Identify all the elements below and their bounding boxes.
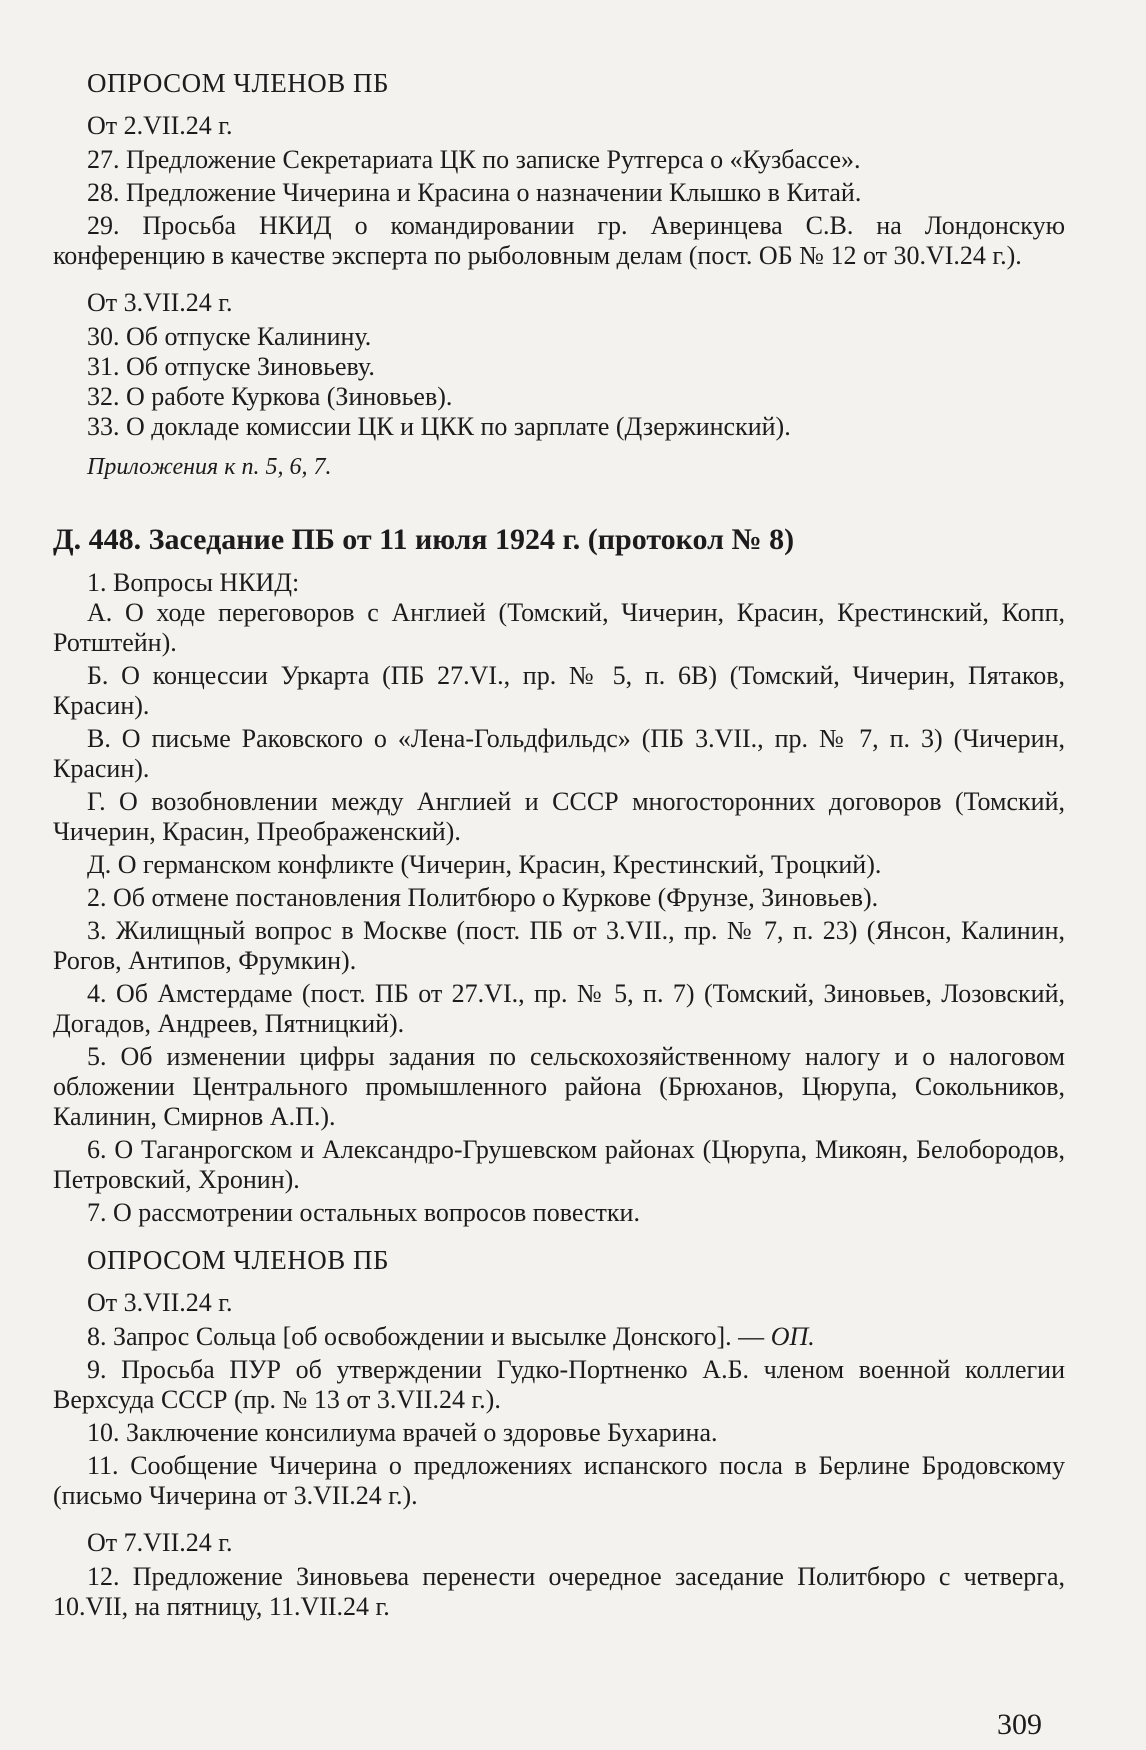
- agenda-item: 12. Предложение Зиновьева перенести очередное заседание Политбюро с четверга, 10.VII, на пятницу, 11.VII.24 г.: [53, 1562, 1065, 1621]
- document-heading: Д. 448. Заседание ПБ от 11 июля 1924 г. (протокол № 8): [53, 523, 795, 556]
- agenda-item: 28. Предложение Чичерина и Красина о назначении Клышко в Китай.: [87, 178, 862, 207]
- agenda-item: 2. Об отмене постановления Политбюро о Куркове (Фрунзе, Зиновьев).: [87, 883, 879, 912]
- agenda-subitem: В. О письме Раковского о «Лена-Гольдфильдс» (ПБ 3.VII., пр. № 7, п. 3) (Чичерин, Красин).: [53, 724, 1065, 783]
- agenda-item: 31. Об отпуске Зиновьеву.: [87, 352, 375, 381]
- agenda-subitem: Д. О германском конфликте (Чичерин, Красин, Крестинский, Троцкий).: [87, 850, 882, 879]
- date-line: От 3.VII.24 г.: [87, 288, 233, 317]
- agenda-item: 11. Сообщение Чичерина о предложениях испанского посла в Берлине Бродовскому (письмо Чичерина от 3.VII.24 г.).: [53, 1451, 1065, 1510]
- page-number: 309: [997, 1708, 1042, 1741]
- agenda-item: 9. Просьба ПУР об утверждении Гудко-Портненко А.Б. членом военной коллегии Верхсуда СССР (пр. № 13 от 3.VII.24 г.).: [53, 1355, 1065, 1414]
- item-8-mark: ОП.: [770, 1322, 815, 1351]
- date-line: От 2.VII.24 г.: [87, 111, 233, 140]
- agenda-item: 30. Об отпуске Калинину.: [87, 322, 372, 351]
- agenda-item: 29. Просьба НКИД о командировании гр. Аверинцева С.В. на Лондонскую конференцию в качестве эксперта по рыболовным делам (пост. ОБ № 12 от 30.VI.24 г.).: [53, 211, 1065, 270]
- agenda-item: [53, 1322, 1065, 1352]
- agenda-item: 5. Об изменении цифры задания по сельскохозяйственному налогу и о налоговом обложении Центрального промышленного района (Брюханов, Цюрупа, Сокольников, Калинин, Смирнов А.П.).: [53, 1042, 1065, 1131]
- agenda-item: 6. О Таганрогском и Александро-Грушевском районах (Цюрупа, Микоян, Белобородов, Петровский, Хронин).: [53, 1135, 1065, 1194]
- agenda-item: 27. Предложение Секретариата ЦК по записке Рутгерса о «Кузбассе».: [87, 145, 861, 174]
- agenda-item: 4. Об Амстердаме (пост. ПБ от 27.VI., пр. № 5, п. 7) (Томский, Зиновьев, Лозовский, Догадов, Андреев, Пятницкий).: [53, 979, 1065, 1038]
- appendix-note: Приложения к п. 5, 6, 7.: [87, 454, 332, 480]
- date-line: От 7.VII.24 г.: [87, 1528, 233, 1557]
- agenda-item: 7. О рассмотрении остальных вопросов повестки.: [87, 1198, 640, 1227]
- agenda-item: 3. Жилищный вопрос в Москве (пост. ПБ от 3.VII., пр. № 7, п. 23) (Янсон, Калинин, Рогов, Антипов, Фрумкин).: [53, 916, 1065, 975]
- section-caps-heading: ОПРОСОМ ЧЛЕНОВ ПБ: [87, 1245, 390, 1275]
- section-caps-heading: ОПРОСОМ ЧЛЕНОВ ПБ: [87, 68, 390, 98]
- text-column: [53, 68, 1065, 1622]
- item-8-text: 8. Запрос Сольца [об освобождении и высылке Донского]. —: [87, 1322, 771, 1351]
- agenda-item: 10. Заключение консилиума врачей о здоровье Бухарина.: [87, 1418, 718, 1447]
- agenda-item: 32. О работе Куркова (Зиновьев).: [87, 382, 453, 411]
- agenda-subitem: Б. О концессии Уркарта (ПБ 27.VI., пр. № 5, п. 6В) (Томский, Чичерин, Пятаков, Красин).: [53, 661, 1065, 720]
- agenda-subitem: А. О ходе переговоров с Англией (Томский, Чичерин, Красин, Крестинский, Копп, Ротштейн).: [53, 598, 1065, 657]
- agenda-item: 1. Вопросы НКИД:: [87, 568, 300, 597]
- date-line: От 3.VII.24 г.: [87, 1288, 233, 1317]
- agenda-subitem: Г. О возобновлении между Англией и СССР многосторонних договоров (Томский, Чичерин, Красин, Преображенский).: [53, 787, 1065, 846]
- agenda-item: 33. О докладе комиссии ЦК и ЦКК по зарплате (Дзержинский).: [87, 412, 791, 441]
